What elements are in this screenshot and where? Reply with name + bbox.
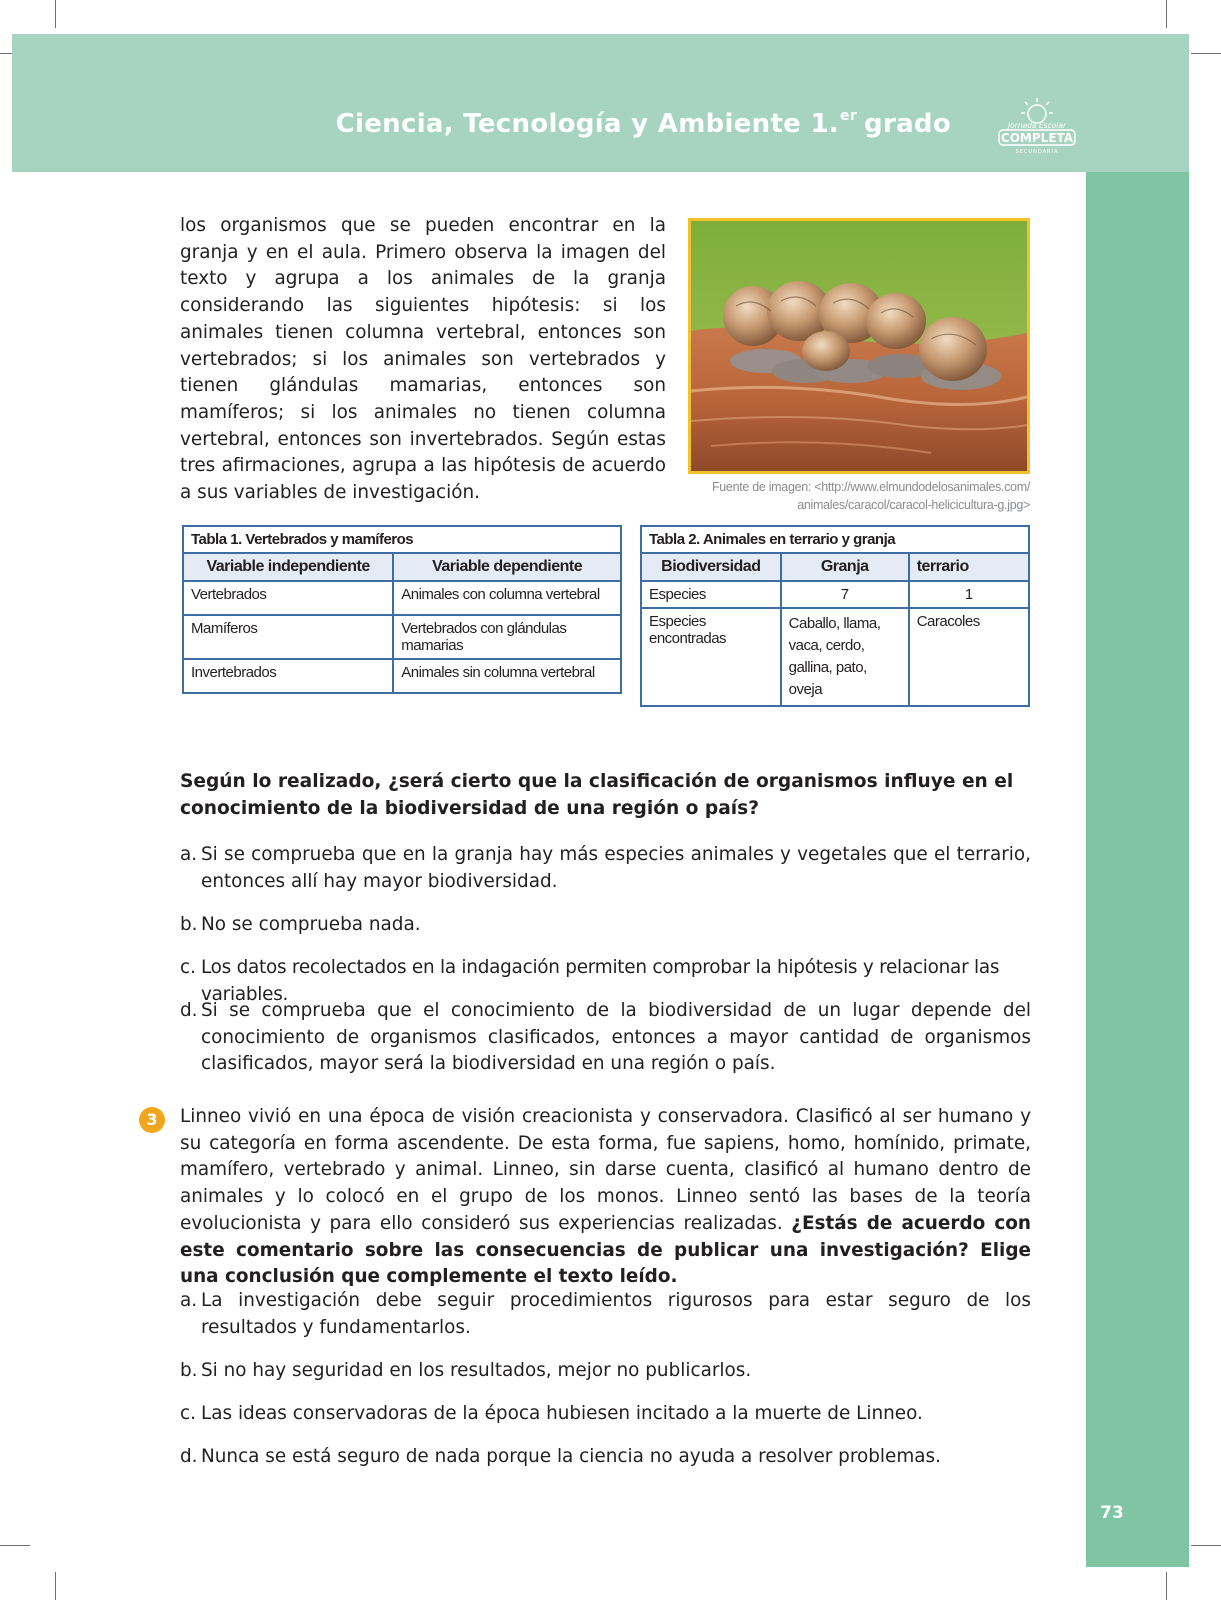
table-cell: Mamíferos xyxy=(183,615,393,659)
option-letter: a. xyxy=(180,1290,198,1311)
caption-line-1: Fuente de imagen: <http://www.elmundodelosanimales.com/ xyxy=(711,480,1030,494)
option-c xyxy=(180,1401,1031,1428)
table-cell: Invertebrados xyxy=(183,659,393,693)
page-number: 73 xyxy=(1086,1496,1138,1567)
table-header: Granja xyxy=(781,553,909,581)
option-letter: d. xyxy=(180,1000,198,1021)
table-header: Variable dependiente xyxy=(393,553,621,581)
table-header: Biodiversidad xyxy=(641,553,781,581)
image-caption xyxy=(700,478,1030,514)
option-a xyxy=(180,842,1031,895)
snails-photo-illustration xyxy=(691,221,1027,471)
crop-mark xyxy=(55,0,56,28)
table-cell: Especies encontradas xyxy=(641,608,781,706)
table-cell: Especies xyxy=(641,581,781,608)
option-text: Si no hay seguridad en los resultados, mejor no publicarlos. xyxy=(201,1360,752,1381)
logo-bottom-text: SECUNDARIA xyxy=(1015,149,1059,155)
table-cell: Caballo, llama, vaca, cerdo, gallina, pato, oveja xyxy=(781,608,909,706)
table-row xyxy=(641,608,1029,706)
table-caption: Tabla 1. Vertebrados y mamíferos xyxy=(183,526,621,553)
table-cell: Vertebrados con glándulas mamarias xyxy=(393,615,621,659)
option-letter: b. xyxy=(180,1360,198,1381)
crop-mark xyxy=(1166,0,1167,28)
option-text: La investigación debe seguir procedimientos rigurosos para estar seguro de los resultados y fundamentarlos. xyxy=(201,1290,1031,1338)
option-letter: b. xyxy=(180,914,198,935)
question-number-badge: 3 xyxy=(139,1107,165,1133)
intro-paragraph: los organismos que se pueden encontrar en la granja y en el aula. Primero observa la imagen del texto y agrupa a los animales de la granja considerando las siguientes hipótesis: si los animales tienen columna vertebral, entonces son vertebrados; si los animales son vertebrados y tienen glándulas mamarias, entonces son mamíferos; si los animales no tienen columna vertebral, entonces son invertebrados. Según estas tres afirmaciones, agrupa a las hipótesis de acuerdo a sus variables de investigación. xyxy=(180,215,666,504)
table-cell: Animales con columna vertebral xyxy=(393,581,621,615)
question-prompt: Según lo realizado, ¿será cierto que la clasificación de organismos influye en el conocimiento de la biodiversidad de una región o país? xyxy=(180,771,1014,819)
jornada-escolar-logo xyxy=(995,96,1079,158)
option-text: Los datos recolectados en la indagación permiten comprobar la hipótesis y relacionar las variables. xyxy=(201,957,1000,1005)
side-band xyxy=(1086,172,1189,1567)
question-3-text: Linneo vivió en una época de visión creacionista y conservadora. Clasificó al ser humano y su categoría en forma ascendente. De esta forma, fue sapiens, homo, homínido, primate, mamífero, vertebrado y animal. Linneo, sin darse cuenta, clasificó al humano dentro de animales y lo colocó en el grupo de los monos. Linneo sentó las bases de la teoría evolucionista y para ello consideró sus experiencias realizadas. xyxy=(180,1106,1031,1234)
option-text: Si se comprueba que en la granja hay más especies animales y vegetales que el terrario, entonces allí hay mayor biodiversidad. xyxy=(201,844,1031,892)
table-row xyxy=(183,615,621,659)
table-caption: Tabla 2. Animales en terrario y granja xyxy=(641,526,1029,553)
table-cell: 1 xyxy=(909,581,1029,608)
table-cell: Caracoles xyxy=(909,608,1029,706)
crop-mark xyxy=(1191,53,1221,54)
option-text: No se comprueba nada. xyxy=(201,914,421,935)
option-d xyxy=(180,1444,1031,1471)
table-cell: 7 xyxy=(781,581,909,608)
table-header: terrario xyxy=(909,553,1029,581)
question-3-paragraph xyxy=(180,1104,1031,1291)
option-d xyxy=(180,998,1031,1078)
option-text: Las ideas conservadoras de la época hubiesen incitado a la muerte de Linneo. xyxy=(201,1403,923,1424)
page-title: Ciencia, Tecnología y Ambiente 1.$^{er}$ grado xyxy=(335,108,951,139)
table-cell: Vertebrados xyxy=(183,581,393,615)
crop-mark xyxy=(0,1545,30,1546)
table-row xyxy=(641,581,1029,608)
option-text: Nunca se está seguro de nada porque la ciencia no ayuda a resolver problemas. xyxy=(201,1446,941,1467)
table-vertebrados xyxy=(182,525,622,694)
logo-main-text: COMPLETA xyxy=(1000,131,1074,145)
crop-mark xyxy=(55,1572,56,1600)
option-b xyxy=(180,912,1031,939)
option-letter: c. xyxy=(180,957,196,978)
option-a xyxy=(180,1288,1031,1341)
table-header: Variable independiente xyxy=(183,553,393,581)
table-animales xyxy=(640,525,1030,707)
table-cell: Animales sin columna vertebral xyxy=(393,659,621,693)
logo-top-text: Jornada Escolar xyxy=(1007,121,1067,130)
table-row xyxy=(183,659,621,693)
option-letter: d. xyxy=(180,1446,198,1467)
crop-mark xyxy=(1191,1545,1221,1546)
option-text: Si se comprueba que el conocimiento de la biodiversidad de un lugar depende del conocimiento de organismos clasificados, entonces a mayor cantidad de organismos clasificados, mayor será la biodiversidad en una región o país. xyxy=(201,1000,1031,1075)
table-row xyxy=(183,581,621,615)
question-3-prompt: ¿Estás de acuerdo con este comentario sobre las consecuencias de publicar una investigación? Elige una conclusión que complemente el texto leído. xyxy=(180,1212,1031,1288)
snails-photo xyxy=(688,218,1030,474)
option-letter: a. xyxy=(180,844,198,865)
caption-line-2: animales/caracol/caracol-helicicultura-g.jpg> xyxy=(797,498,1030,512)
option-letter: c. xyxy=(180,1403,196,1424)
option-b xyxy=(180,1358,1031,1385)
crop-mark xyxy=(1166,1572,1167,1600)
